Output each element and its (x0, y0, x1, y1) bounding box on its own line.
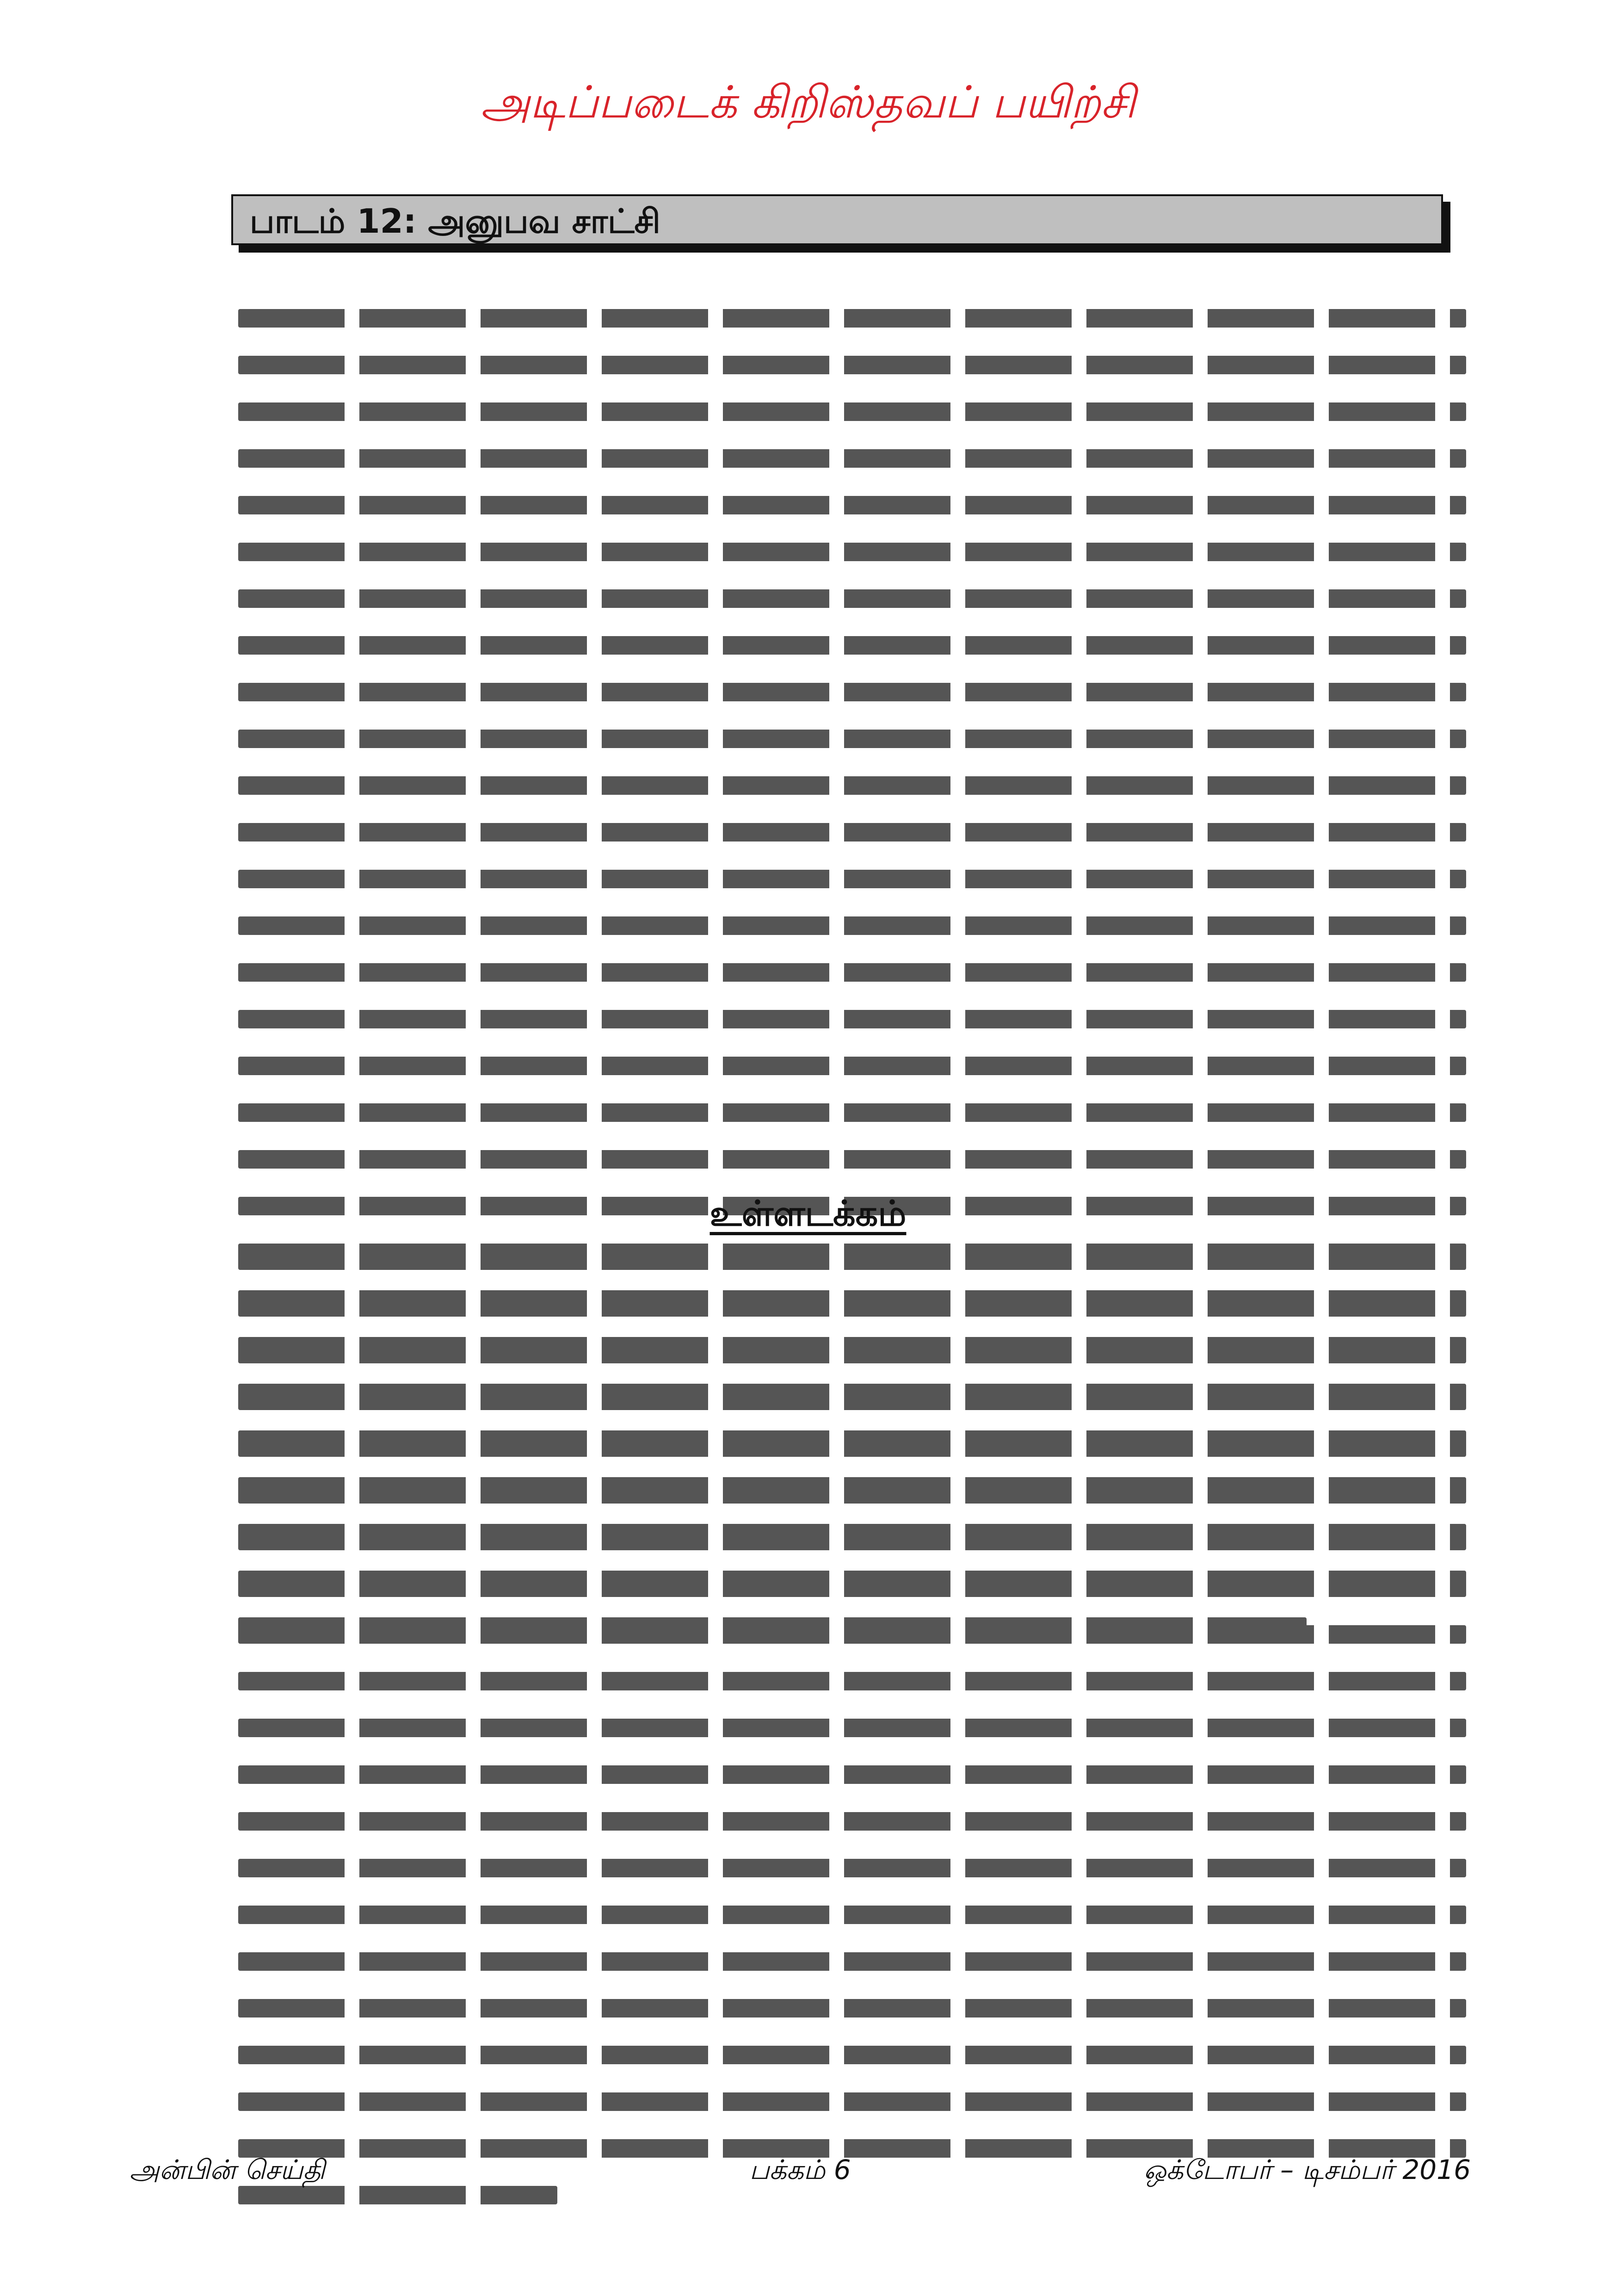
text-line (238, 963, 1466, 982)
text-line (238, 402, 1466, 421)
text-line (238, 1298, 1466, 1317)
text-line (238, 1150, 1466, 1169)
text-line (238, 823, 1466, 842)
text-line (238, 2092, 1466, 2111)
text-line (238, 1010, 1466, 1028)
text-line (238, 776, 1466, 795)
text-line (238, 356, 1466, 374)
footer-page-number: பக்கம் 6 (749, 2154, 851, 2185)
text-line (238, 1719, 1466, 1737)
text-line (238, 309, 1466, 328)
paragraph-2 (238, 1251, 1466, 2233)
lesson-title: பாடம் 12: அனுபவ சாட்சி (250, 202, 660, 241)
text-line (238, 1485, 1466, 1504)
text-line (238, 1906, 1466, 1924)
text-line (238, 1057, 1466, 1075)
text-line (238, 1532, 1466, 1550)
text-line (238, 1672, 1466, 1690)
text-line (238, 1103, 1466, 1122)
text-line (238, 1999, 1466, 2018)
footer-publication: அன்பின் செய்தி (130, 2154, 325, 2185)
text-line (238, 870, 1466, 888)
text-line (238, 543, 1466, 561)
text-line (238, 1251, 1466, 1270)
text-line (238, 2046, 1466, 2064)
header-title: அடிப்படைக் கிறிஸ்தவப் பயிற்சி (480, 76, 1136, 128)
text-line (238, 496, 1466, 514)
text-line (238, 1765, 1466, 1784)
text-line (238, 1625, 1466, 1644)
text-line (238, 636, 1466, 655)
text-line (238, 683, 1466, 701)
text-line (238, 1578, 1466, 1597)
text-line (238, 449, 1466, 468)
text-line (238, 1392, 1466, 1410)
text-line (238, 1859, 1466, 1877)
text-line (238, 1952, 1466, 1971)
text-line (238, 730, 1466, 748)
text-line (238, 589, 1466, 608)
text-line (238, 1345, 1466, 1363)
text-line (238, 916, 1466, 935)
section-heading: உள்ளடக்கம் (709, 1193, 907, 1234)
text-line (238, 1438, 1466, 1457)
page-footer (130, 2154, 1471, 2196)
lesson-title-bar (231, 194, 1443, 245)
text-line (238, 1812, 1466, 1831)
footer-issue-date: ஒக்டோபர் – டிசம்பர் 2016 (1143, 2154, 1471, 2185)
